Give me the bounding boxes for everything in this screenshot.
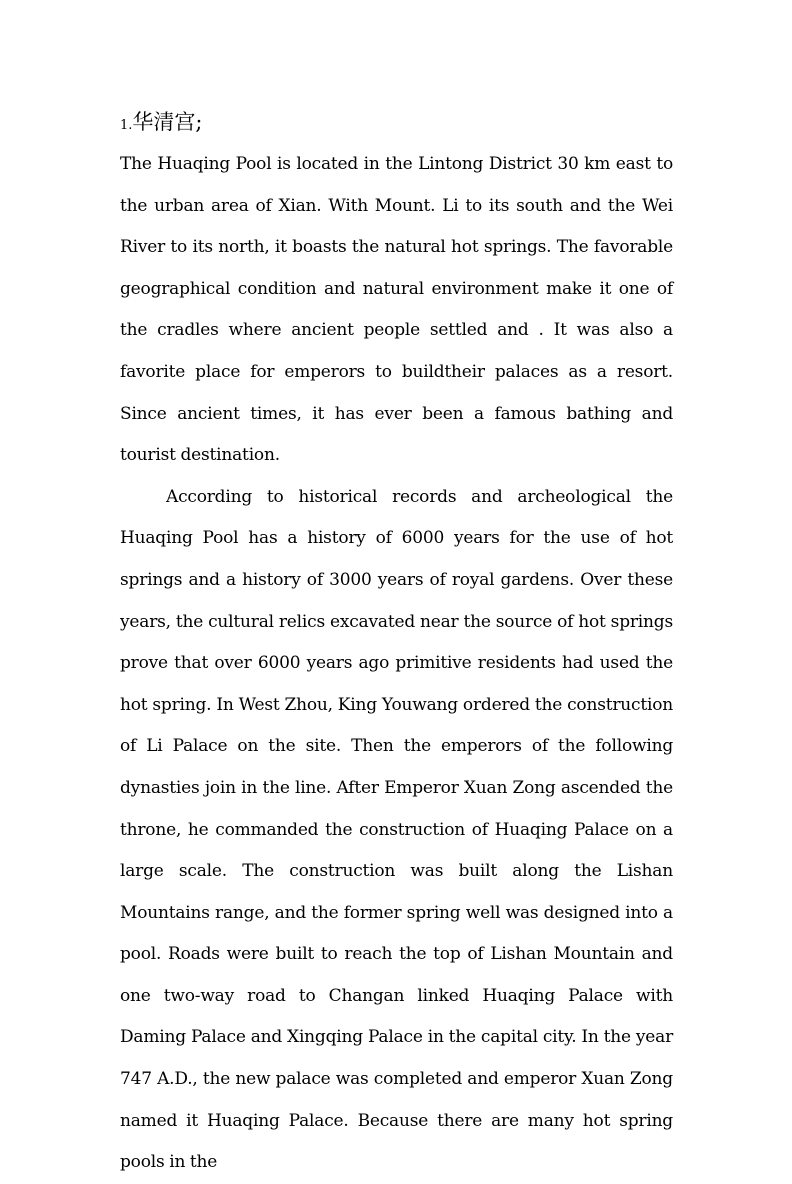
heading-number: 1. bbox=[120, 118, 133, 133]
document-page bbox=[120, 100, 673, 1184]
heading-title: 华清宫; bbox=[132, 110, 203, 134]
paragraph-history: According to historical records and archeological the Huaqing Pool has a history of 6000 years for the use of hot springs and a history of 3000 years of royal gardens. Over these years, the cultural relics excavated near the source of hot springs prove that over 6000 years ago primitive residents had used the hot spring. In West Zhou, King Youwang ordered the construction of Li Palace on the site. Then the emperors of the following dynasties join in the line. After Emperor Xuan Zong ascended the throne, he commanded the construction of Huaqing Palace on a large scale. The construction was built along the Lishan Mountains range, and the former spring well was designed into a pool. Roads were built to reach the top of Lishan Mountain and one two-way road to Changan linked Huaqing Palace with Daming Palace and Xingqing Palace in the capital city. In the year 747 A.D., the new palace was completed and emperor Xuan Zong named it Huaqing Palace. Because there are many hot spring pools in the bbox=[120, 486, 673, 1173]
section-heading bbox=[120, 100, 673, 144]
paragraph-intro: The Huaqing Pool is located in the Lintong District 30 km east to the urban area of Xian. With Mount. Li to its south and the Wei River to its north, it boasts the natural hot springs. The favorable geographical condition and natural environment make it one of the cradles where ancient people settled and . It was also a favorite place for emperors to buildtheir palaces as a resort. Since ancient times, it has ever been a famous bathing and tourist destination. bbox=[120, 154, 673, 466]
